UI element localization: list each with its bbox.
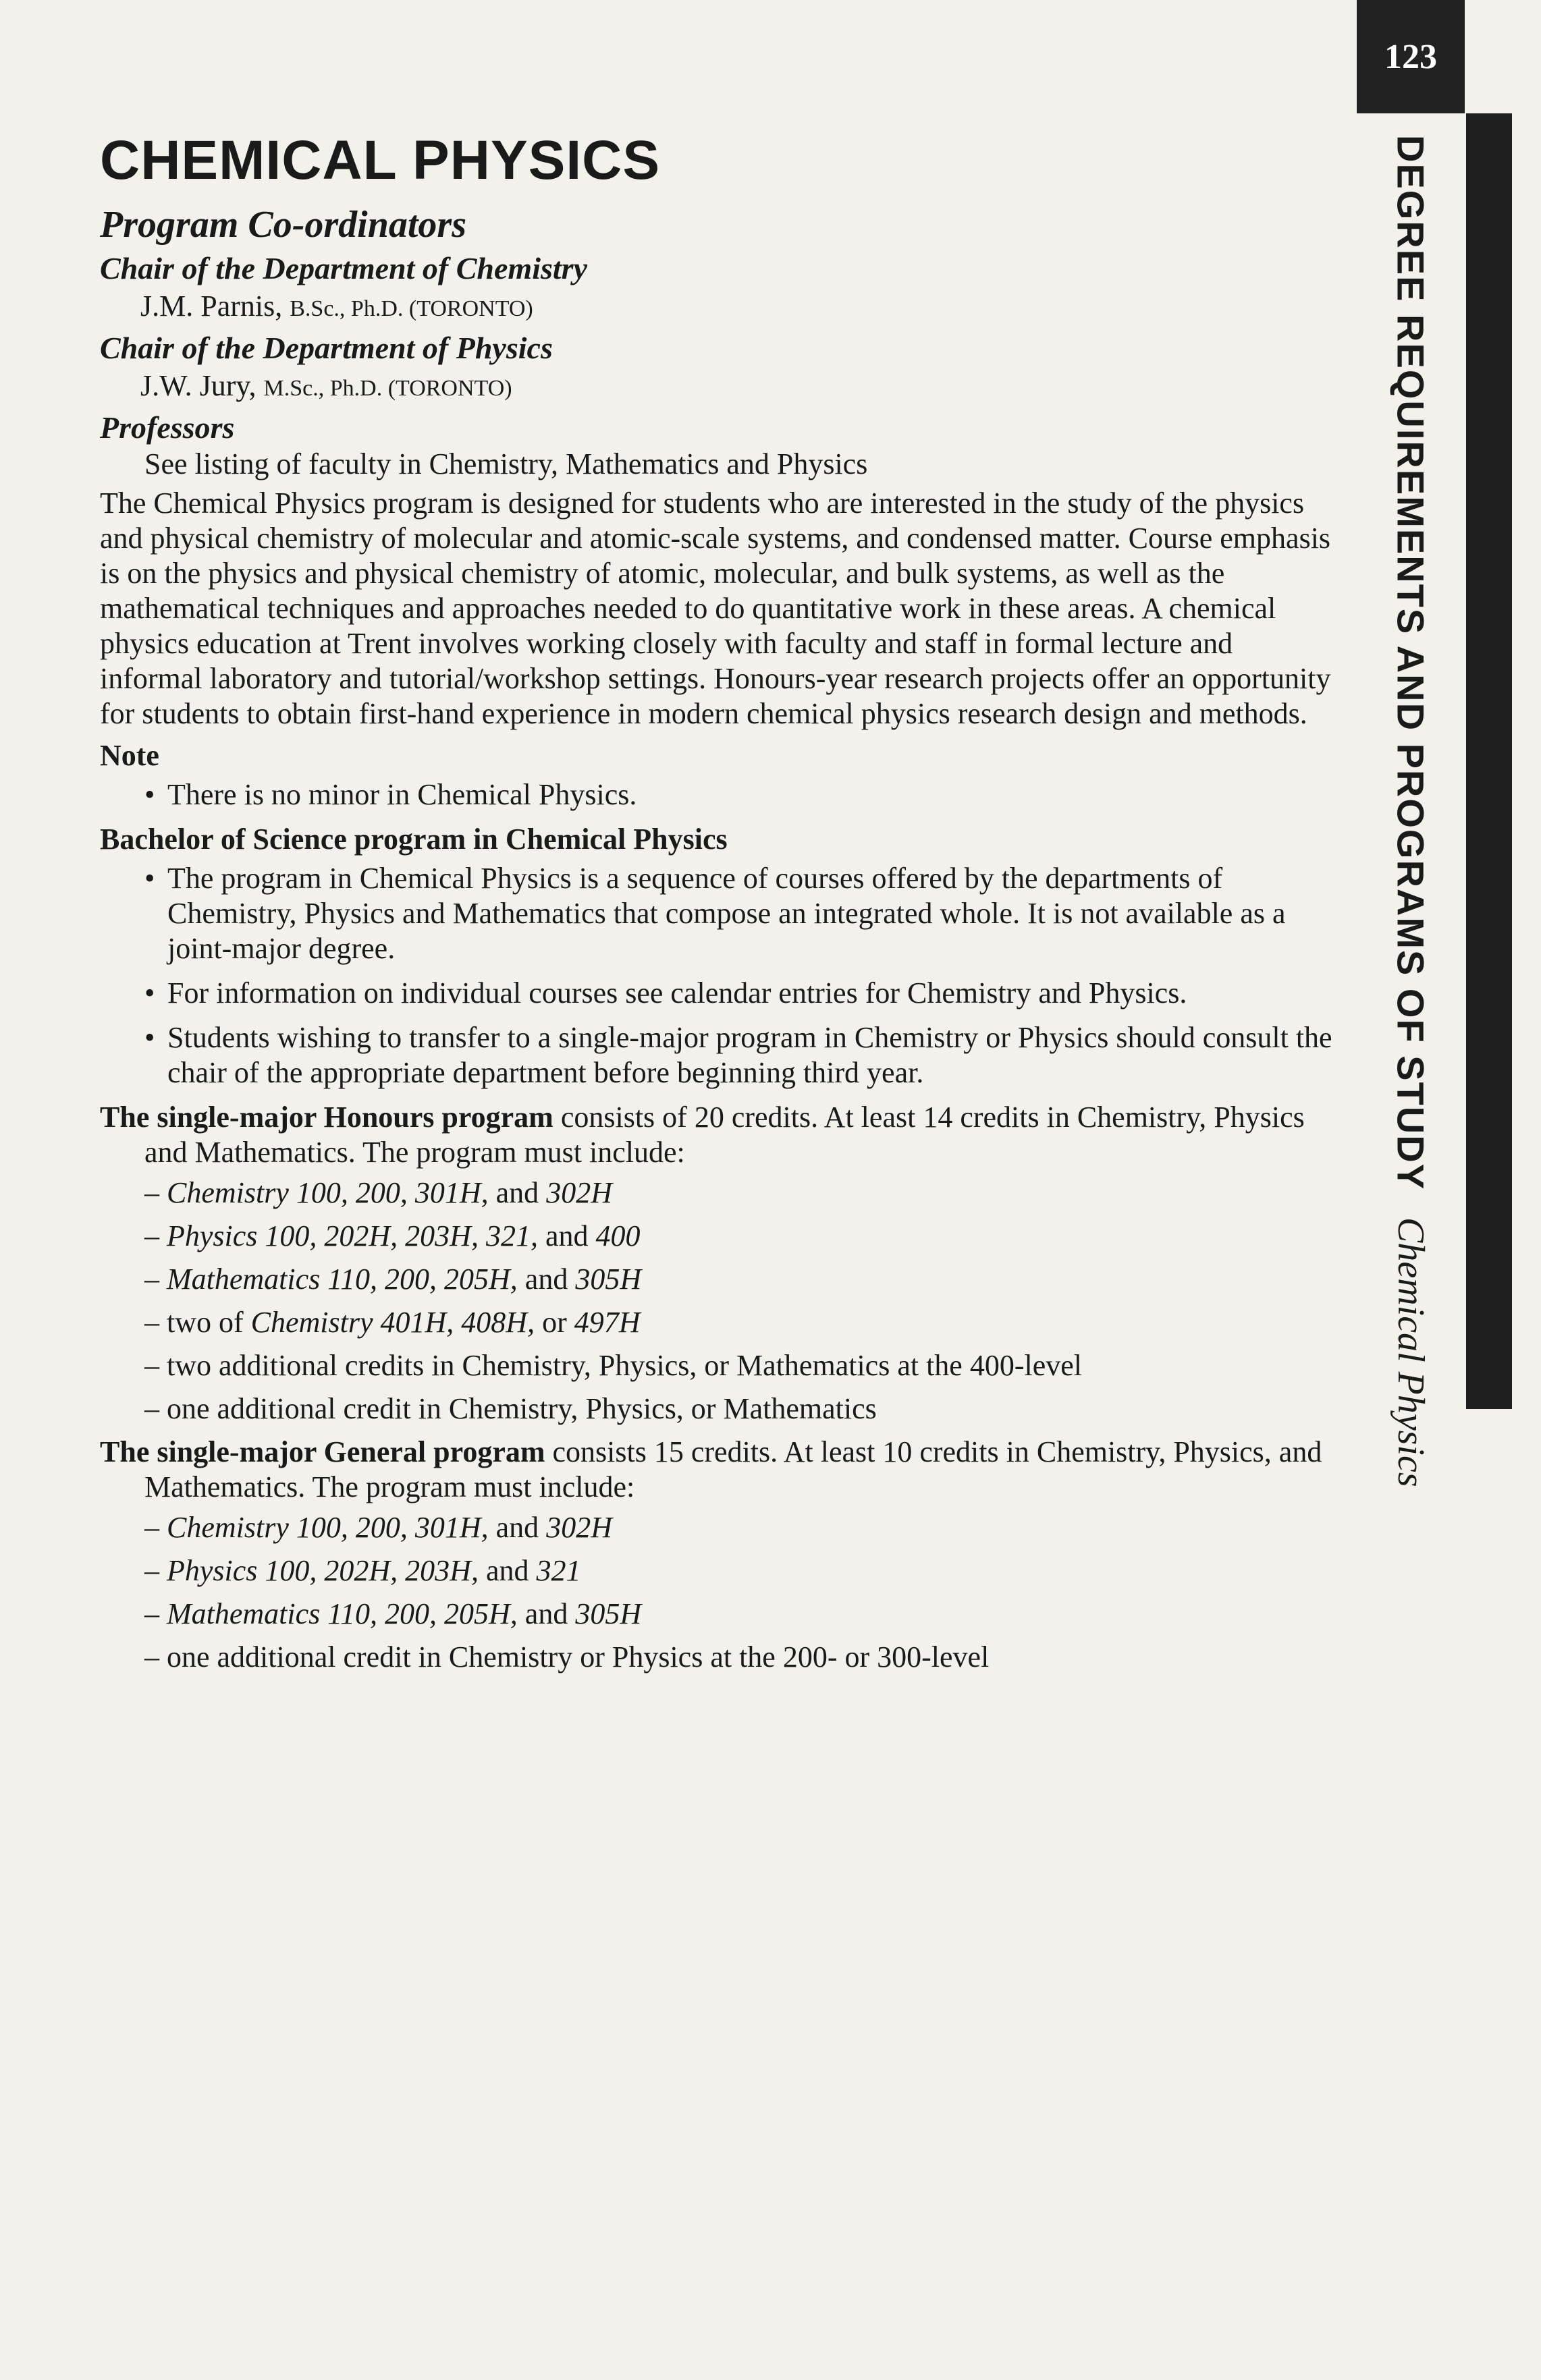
chem-chair-role: Chair of the Department of Chemistry [100,251,587,285]
intro-paragraph: The Chemical Physics program is designed for students who are interested in the study of the physics and physical chemistry of molecular and atomic-scale systems, and condensed matter. Course emphasis is on the physics and physical chemistry of atomic, molecular, and bulk systems, as well as the mathematical techniques and approaches needed to do quantitative work in these areas. A chemical physics education at Trent involves working closely with faculty and staff in formal lecture and informal laboratory and tutorial/workshop settings. Honours-year research projects offer an opportunity for students to obtain first-hand experience in modern chemical physics research design and methods. [100,487,1331,730]
list-item: – one additional credit in Chemistry, Physics, or Mathematics [144,1392,877,1425]
phys-chair-credentials: M.Sc., Ph.D. (TORONTO) [263,376,512,401]
list-item: • Students wishing to transfer to a single-major program in Chemistry or Physics should consult the chair of the appropriate department before beginning third year. [144,1021,1332,1089]
chem-chair-credentials: B.Sc., Ph.D. (TORONTO) [290,296,533,321]
list-item: – Physics 100, 202H, 203H, 321, and 400 [144,1219,641,1252]
chem-chair-name: J.M. Parnis, [140,289,283,323]
honours-intro: The single-major Honours program consists of 20 credits. At least 14 credits in Chemistry, Physics and Mathematics. The program must include: [100,1101,1305,1169]
list-item: – one additional credit in Chemistry or Physics at the 200- or 300-level [144,1640,990,1673]
list-item: – Chemistry 100, 200, 301H, and 302H [144,1511,612,1544]
phys-chair-person [100,368,1335,406]
phys-chair-role: Chair of the Department of Physics [100,331,553,365]
bullet-icon: • [144,778,155,811]
general-lead: The single-major General program [100,1435,545,1468]
honours-lead: The single-major Honours program [100,1101,553,1134]
phys-chair-name: J.W. Jury, [140,369,256,402]
running-head [1367,135,1455,1487]
note-heading: Note [100,739,159,772]
page-number: 123 [1384,37,1437,76]
professors-heading: Professors [100,410,235,445]
list-item: – Mathematics 110, 200, 205H, and 305H [144,1263,642,1296]
note-list [100,777,1335,812]
list-item: – Chemistry 100, 200, 301H, and 302H [144,1176,612,1209]
running-head-section: DEGREE REQUIREMENTS AND PROGRAMS OF STUDY [1389,135,1432,1191]
list-item: • There is no minor in Chemical Physics. [144,778,637,811]
main-content [100,128,1335,1683]
bsc-list [100,861,1335,1090]
professors-text: See listing of faculty in Chemistry, Mathematics and Physics [144,447,868,480]
general-intro: The single-major General program consists 15 credits. At least 10 credits in Chemistry, Physics, and Mathematics. The program must include: [100,1435,1322,1503]
bullet-icon: • [144,976,155,1009]
list-item: – Mathematics 110, 200, 205H, and 305H [144,1597,642,1630]
running-head-subsection: Chemical Physics [1390,1217,1432,1487]
bullet-icon: • [144,862,155,895]
honours-requirements [100,1175,1335,1427]
list-item: – two of Chemistry 401H, 408H, or 497H [144,1306,641,1339]
page-number-tab [1357,0,1465,113]
bsc-heading: Bachelor of Science program in Chemical Physics [100,823,728,856]
general-requirements [100,1510,1335,1675]
list-item: • For information on individual courses see calendar entries for Chemistry and Physics. [144,976,1187,1009]
page-title: CHEMICAL PHYSICS [100,130,661,191]
list-item: – Physics 100, 202H, 203H, and 321 [144,1554,581,1587]
section-spine-bar [1466,113,1512,1409]
list-item: – two additional credits in Chemistry, Physics, or Mathematics at the 400-level [144,1349,1082,1382]
bullet-icon: • [144,1021,155,1054]
list-item: • The program in Chemical Physics is a sequence of courses offered by the departments of Chemistry, Physics and Mathematics that compose an integrated whole. It is not available as a joint-major degree. [144,862,1286,965]
chem-chair-person [100,289,1335,327]
coordinators-heading: Program Co-ordinators [100,204,466,246]
